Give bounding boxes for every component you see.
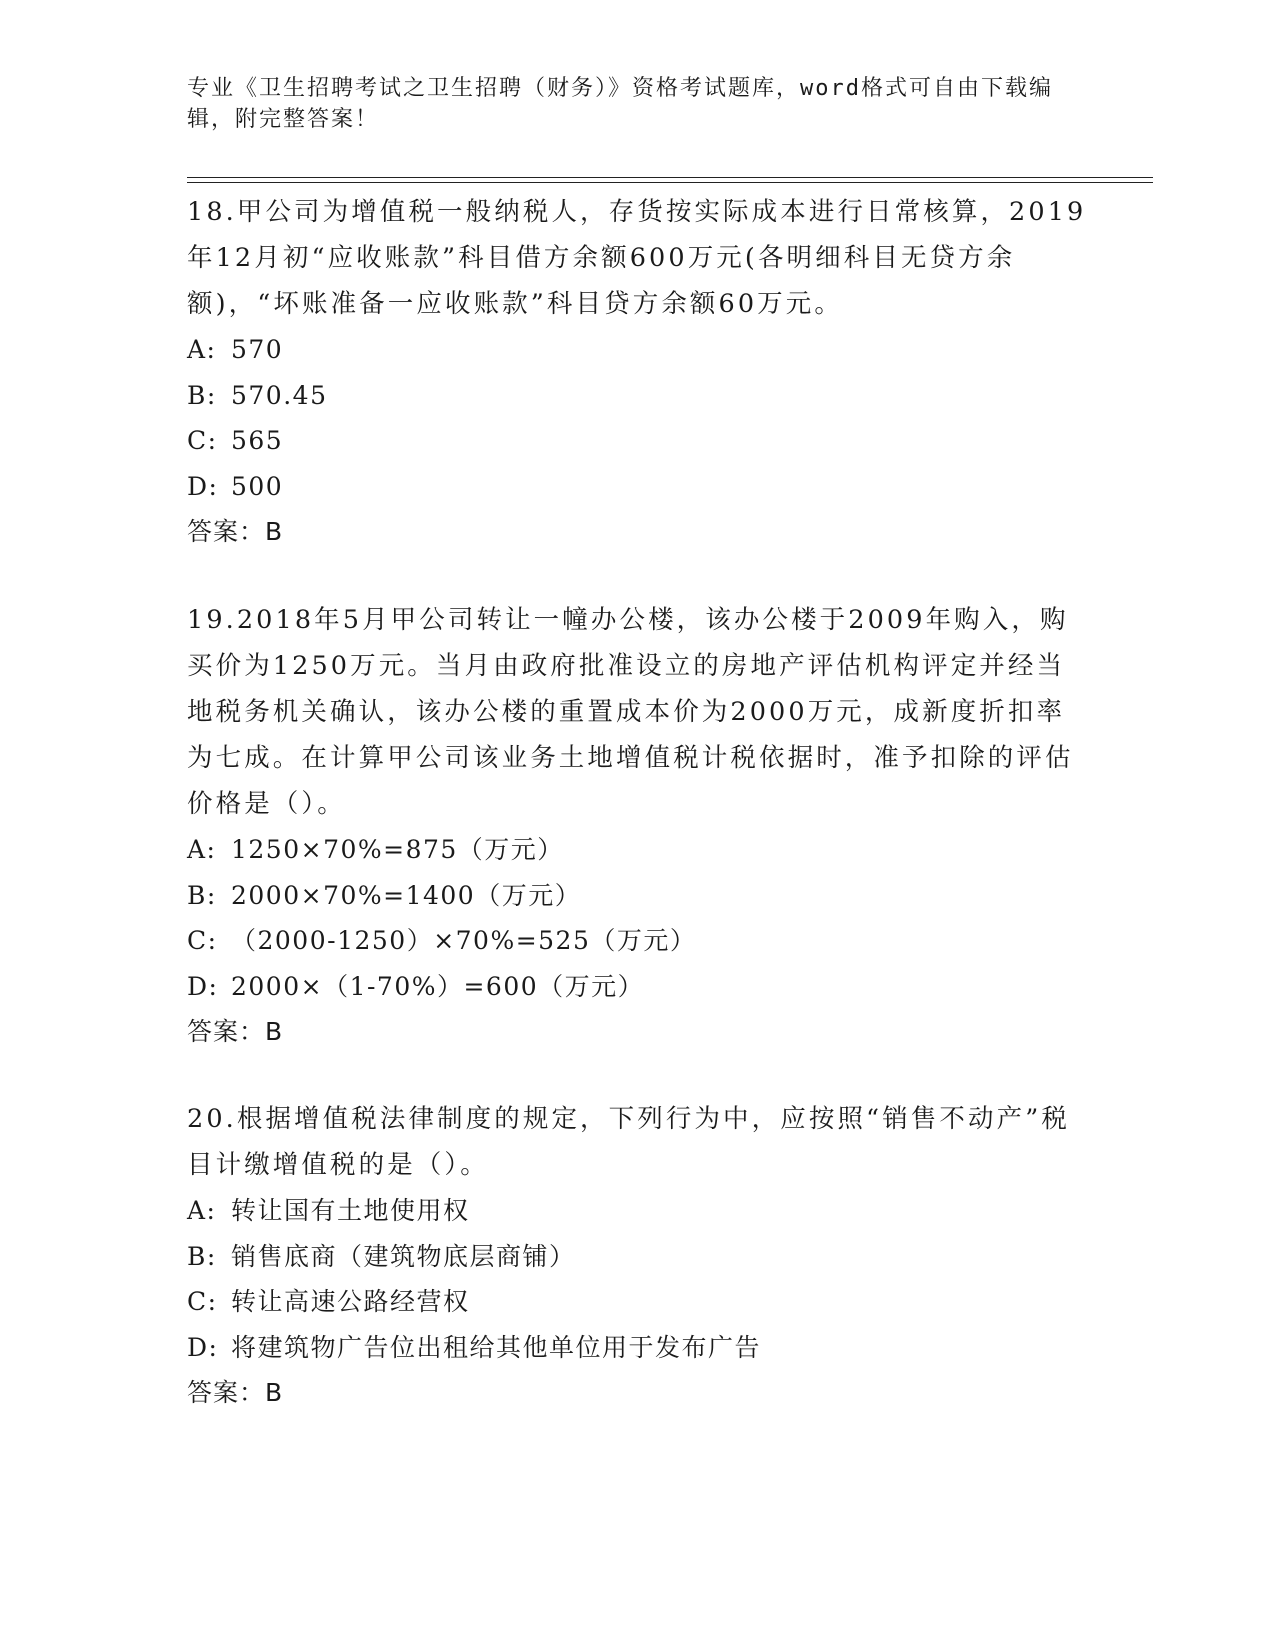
option-c xyxy=(187,418,1087,464)
option-key: C: xyxy=(187,926,218,955)
option-c xyxy=(187,1279,1087,1325)
option-c xyxy=(187,918,1087,964)
document-header: 专业《卫生招聘考试之卫生招聘（财务）》资格考试题库，word格式可自由下载编辑，附完整答案！ xyxy=(187,76,1053,132)
option-key: D: xyxy=(187,971,219,1001)
answer-line: 答案：B xyxy=(187,1017,284,1046)
option-a xyxy=(187,1188,1087,1234)
option-text: 570.45 xyxy=(231,380,328,410)
option-key: D: xyxy=(187,471,219,501)
answer-line: 答案：B xyxy=(187,517,284,546)
question-stem: 18.甲公司为增值税一般纳税人，存货按实际成本进行日常核算，2019年12月初“应收账款”科目借方余额600万元(各明细科目无贷方余额)，“坏账准备一应收账款”科目贷方余额60万元。 xyxy=(187,197,1087,319)
option-key: A: xyxy=(187,335,217,364)
question-19 xyxy=(187,597,1087,1055)
option-text: 500 xyxy=(231,471,284,501)
option-text: 转让高速公路经营权 xyxy=(231,1287,470,1316)
option-text: 销售底商（建筑物底层商铺） xyxy=(231,1241,576,1271)
question-20 xyxy=(187,1096,1087,1416)
option-b xyxy=(187,373,1087,419)
question-18 xyxy=(187,189,1087,555)
option-text: 转让国有土地使用权 xyxy=(231,1196,470,1225)
option-text: 将建筑物广告位出租给其他单位用于发布广告 xyxy=(231,1332,762,1362)
option-key: B: xyxy=(187,380,217,410)
option-d xyxy=(187,1325,1087,1371)
option-b xyxy=(187,873,1087,919)
answer-line: 答案：B xyxy=(187,1378,284,1407)
option-text: （2000-1250）×70%=525（万元） xyxy=(231,926,697,955)
option-key: A: xyxy=(187,1196,217,1225)
option-d xyxy=(187,964,1087,1010)
option-a xyxy=(187,827,1087,873)
header-divider-bottom xyxy=(187,182,1153,183)
question-stem: 19.2018年5月甲公司转让一幢办公楼，该办公楼于2009年购入，购买价为1250万元。当月由政府批准设立的房地产评估机构评定并经当地税务机关确认，该办公楼的重置成本价为2000万元，成新度折扣率为七成。在计算甲公司该业务土地增值税计税依据时，准予扣除的评估价格是（）。 xyxy=(187,605,1074,819)
option-b xyxy=(187,1234,1087,1280)
option-key: A: xyxy=(187,835,217,864)
option-a xyxy=(187,327,1087,373)
option-text: 570 xyxy=(231,335,284,364)
option-text: 2000×70%=1400（万元） xyxy=(231,880,582,910)
option-key: B: xyxy=(187,880,217,910)
option-text: 565 xyxy=(231,426,284,455)
option-key: D: xyxy=(187,1332,219,1362)
option-text: 1250×70%=875（万元） xyxy=(231,835,564,864)
option-key: C: xyxy=(187,1287,218,1316)
option-key: C: xyxy=(187,426,218,455)
option-d xyxy=(187,464,1087,510)
option-text: 2000×（1-70%）=600（万元） xyxy=(231,971,645,1001)
header-divider-top xyxy=(187,177,1153,178)
question-stem: 20.根据增值税法律制度的规定，下列行为中，应按照“销售不动产”税目计缴增值税的是（）。 xyxy=(187,1104,1070,1180)
option-key: B: xyxy=(187,1241,217,1271)
